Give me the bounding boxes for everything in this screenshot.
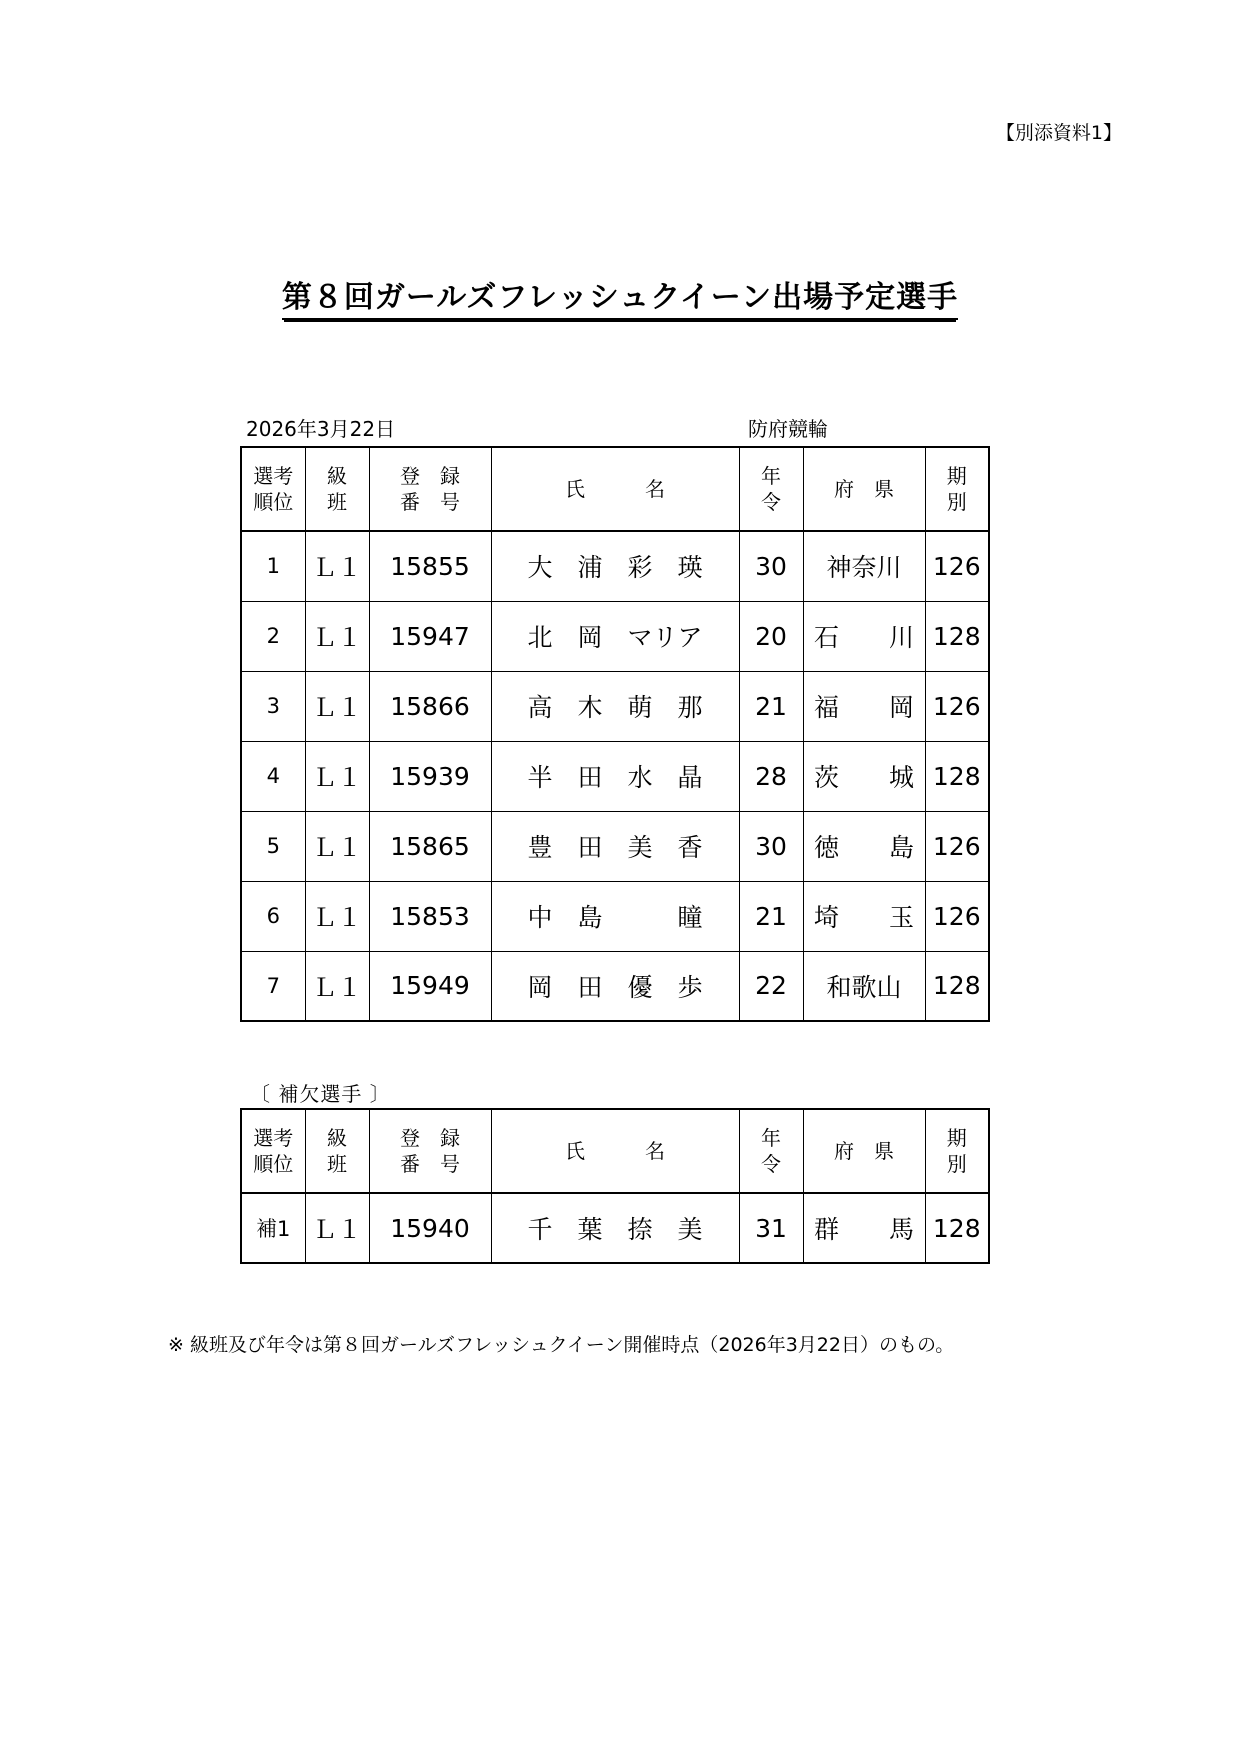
page-title-text: 第８回ガールズフレッシュクイーン出場予定選手 <box>282 272 958 320</box>
prefecture-cell: 石 川 <box>803 601 925 671</box>
header-age: 年 令 <box>739 1109 803 1193</box>
name-cell: 大 浦 彩 瑛 <box>491 531 739 601</box>
table-row <box>241 671 989 741</box>
registration-cell: 15947 <box>369 601 491 671</box>
prefecture-cell: 神奈川 <box>803 531 925 601</box>
header-rank: 選考 順位 <box>241 447 305 531</box>
header-term: 期 別 <box>925 1109 989 1193</box>
registration-cell: 15940 <box>369 1193 491 1263</box>
name-cell: 高 木 萌 那 <box>491 671 739 741</box>
term-cell: 126 <box>925 671 989 741</box>
header-term: 期 別 <box>925 447 989 531</box>
registration-cell: 15853 <box>369 881 491 951</box>
reserve-roster-table <box>240 1108 990 1264</box>
age-cell: 28 <box>739 741 803 811</box>
header-age: 年 令 <box>739 447 803 531</box>
age-cell: 31 <box>739 1193 803 1263</box>
reserve-section-label: 〔 補欠選手 〕 <box>250 1082 391 1106</box>
header-class: 級 班 <box>305 447 369 531</box>
age-cell: 22 <box>739 951 803 1021</box>
header-registration: 登 録 番 号 <box>369 1109 491 1193</box>
rank-cell: 7 <box>241 951 305 1021</box>
name-cell: 北 岡 マリア <box>491 601 739 671</box>
age-cell: 30 <box>739 531 803 601</box>
rank-cell: 3 <box>241 671 305 741</box>
name-cell: 豊 田 美 香 <box>491 811 739 881</box>
document-label: 【別添資料1】 <box>995 122 1122 144</box>
name-cell: 千 葉 捺 美 <box>491 1193 739 1263</box>
rank-cell: 補1 <box>241 1193 305 1263</box>
registration-cell: 15855 <box>369 531 491 601</box>
class-cell: Ｌ１ <box>305 601 369 671</box>
term-cell: 128 <box>925 1193 989 1263</box>
table-row <box>241 531 989 601</box>
table-row <box>241 601 989 671</box>
prefecture-cell: 埼 玉 <box>803 881 925 951</box>
term-cell: 126 <box>925 531 989 601</box>
age-cell: 21 <box>739 881 803 951</box>
class-cell: Ｌ１ <box>305 951 369 1021</box>
prefecture-cell: 福 岡 <box>803 671 925 741</box>
term-cell: 126 <box>925 811 989 881</box>
table-row <box>241 881 989 951</box>
rank-cell: 4 <box>241 741 305 811</box>
rank-cell: 6 <box>241 881 305 951</box>
header-rank: 選考 順位 <box>241 1109 305 1193</box>
venue-name: 防府競輪 <box>748 417 828 441</box>
class-cell: Ｌ１ <box>305 1193 369 1263</box>
footnote: ※ 級班及び年令は第８回ガールズフレッシュクイーン開催時点（2026年3月22日）のもの。 <box>168 1334 955 1356</box>
table-row <box>241 951 989 1021</box>
table-row <box>241 741 989 811</box>
header-class: 級 班 <box>305 1109 369 1193</box>
header-registration: 登 録 番 号 <box>369 447 491 531</box>
prefecture-cell: 和歌山 <box>803 951 925 1021</box>
age-cell: 20 <box>739 601 803 671</box>
class-cell: Ｌ１ <box>305 531 369 601</box>
term-cell: 126 <box>925 881 989 951</box>
prefecture-cell: 群 馬 <box>803 1193 925 1263</box>
registration-cell: 15949 <box>369 951 491 1021</box>
registration-cell: 15866 <box>369 671 491 741</box>
prefecture-cell: 茨 城 <box>803 741 925 811</box>
header-name: 氏 名 <box>491 447 739 531</box>
table-row <box>241 811 989 881</box>
class-cell: Ｌ１ <box>305 811 369 881</box>
name-cell: 半 田 水 晶 <box>491 741 739 811</box>
header-prefecture: 府 県 <box>803 447 925 531</box>
class-cell: Ｌ１ <box>305 671 369 741</box>
table-row <box>241 1193 989 1263</box>
term-cell: 128 <box>925 951 989 1021</box>
rank-cell: 2 <box>241 601 305 671</box>
rank-cell: 5 <box>241 811 305 881</box>
header-row <box>241 1109 989 1193</box>
page-title <box>0 272 1240 320</box>
age-cell: 30 <box>739 811 803 881</box>
age-cell: 21 <box>739 671 803 741</box>
term-cell: 128 <box>925 601 989 671</box>
header-row <box>241 447 989 531</box>
class-cell: Ｌ１ <box>305 881 369 951</box>
term-cell: 128 <box>925 741 989 811</box>
name-cell: 岡 田 優 歩 <box>491 951 739 1021</box>
prefecture-cell: 徳 島 <box>803 811 925 881</box>
header-prefecture: 府 県 <box>803 1109 925 1193</box>
rank-cell: 1 <box>241 531 305 601</box>
header-name: 氏 名 <box>491 1109 739 1193</box>
registration-cell: 15865 <box>369 811 491 881</box>
name-cell: 中 島 瞳 <box>491 881 739 951</box>
race-date: 2026年3月22日 <box>246 417 396 441</box>
registration-cell: 15939 <box>369 741 491 811</box>
main-roster-table <box>240 446 990 1022</box>
class-cell: Ｌ１ <box>305 741 369 811</box>
